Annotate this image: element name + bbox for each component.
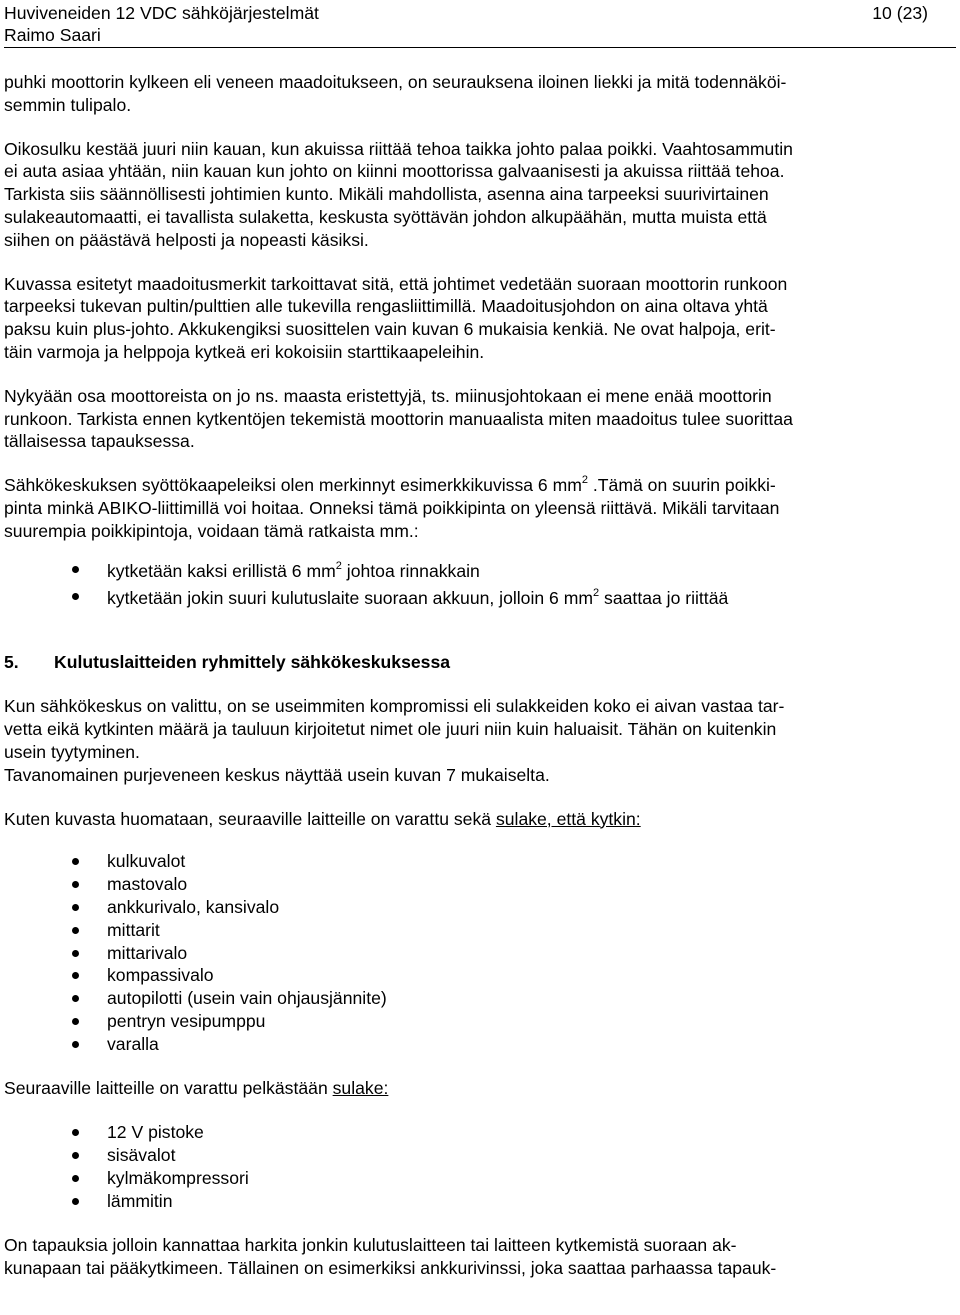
list-item: mastovalo [4,873,956,896]
list-item: kylmäkompressori [4,1167,956,1190]
document-title: Huviveneiden 12 VDC sähköjärjestelmät [4,3,319,23]
paragraph-2: Oikosulku kestää juuri niin kauan, kun akuissa riittää tehoa taikka johto palaa poikki. Vaahtosammutin ei auta asiaa yhtään, niin kauan kun johto on kiinni moottorissa galvaanisesti ja akuissa riittää tehoa. Tarkista siis säännöllisesti johtimien kunto. Mikäli mahdollista, asenna aina tarpeeksi suurivirtainen sulakeautomaatti, ei tavallista sulaketta, keskusta syöttävän johdon alkupäähän, mutta muista että siihen on päästävä helposti ja nopeasti käsiksi. [4,138,793,250]
list-item: 12 V pistoke [4,1121,956,1144]
list-item: sisävalot [4,1144,956,1167]
paragraph-1: puhki moottorin kylkeen eli veneen maadoitukseen, on seurauksena iloinen liekki ja mitä todennäköi- semmin tulipalo. [4,72,787,115]
list-item: pentryn vesipumppu [4,1010,956,1033]
page-number: 10 (23) [872,3,928,23]
paragraph-5: Sähkökeskuksen syöttökaapeleiksi olen merkinnyt esimerkkikuvissa 6 $mm^2$ .Tämä on suurin poikki- pinta minkä ABIKO-liittimillä voi hoitaa. Onneksi tämä poikkipinta on yleensä riittävä. Mikäli tarvitaan suurempia poikkipintoja, voidaan tämä ratkaista mm.: [4,474,780,541]
list-item: autopilotti (usein vain ohjausjännite) [4,987,956,1010]
paragraph-6: Kun sähkökeskus on valittu, on se useimmiten kompromissi eli sulakkeiden koko ei aivan vastaa tar- vetta eikä kytkinten määrä ja tauluun kirjoitetut nimet ole juuri niin kuin haluaisit. Tähän on kuitenkin usein tyytyminen. Tavanomainen purjeveneen keskus näyttää usein kuvan 7 mukaiselta. [4,696,785,785]
list-item: mittarit [4,919,956,942]
section-title: Kulutuslaitteiden ryhmittely sähkökeskuksessa [54,651,451,672]
list-item: mittarivalo [4,942,956,965]
paragraph-4: Nykyään osa moottoreista on jo ns. maasta eristettyjä, ts. miinusjohtokaan ei mene enää moottorin runkoon. Tarkista ennen kytkentöjen tekemistä moottorin manuaalista miten maadoitus tulee suorittaa tällaisessa tapauksessa. [4,385,793,452]
paragraph-8: Seuraaville laitteille on varattu pelkästään sulake: [4,1077,389,1098]
fused-switched-devices-list [4,850,956,1055]
paragraph-7: Kuten kuvasta huomataan, seuraaville laitteille on varattu sekä sulake, että kytkin: [4,808,641,829]
list-item: kytketään kaksi erillistä 6 $mm^2$ johtoa rinnakkain [4,558,956,585]
list-item: kytketään jokin suuri kulutuslaite suoraan akkuun, jolloin 6 $mm^2$ saattaa jo riittää [4,585,956,612]
section-number: 5. [4,651,19,672]
paragraph-9: On tapauksia jolloin kannattaa harkita jonkin kulutuslaitteen tai laitteen kytkemistä suoraan ak- kunapaan tai pääkytkimeen. Tällainen on esimerkiksi ankkurivinssi, joka saattaa parhaassa tapauk- [4,1235,777,1279]
section-heading [4,651,956,674]
author-name: Raimo Saari [4,25,101,45]
list-item: lämmitin [4,1190,956,1213]
list-item: kompassivalo [4,964,956,987]
list-item: varalla [4,1033,956,1056]
list-item: ankkurivalo, kansivalo [4,896,956,919]
page-header [4,2,956,48]
document-body [4,71,956,1280]
cable-options-list [4,558,956,612]
list-item: kulkuvalot [4,850,956,873]
fused-only-devices-list [4,1121,956,1212]
paragraph-3: Kuvassa esitetyt maadoitusmerkit tarkoittavat sitä, että johtimet vedetään suoraan moottorin runkoon tarpeeksi tukevan pultin/pulttien alle tukevilla rengasliittimillä. Maadoitusjohdon on aina oltava yhtä paksu kuin plus-johto. Akkukengiksi suosittelen vain kuvan 6 mukaisia kenkiä. Ne ovat halpoja, erit- täin varmoja ja helppoja kytkeä eri kokoisiin starttikaapeleihin. [4,273,788,362]
